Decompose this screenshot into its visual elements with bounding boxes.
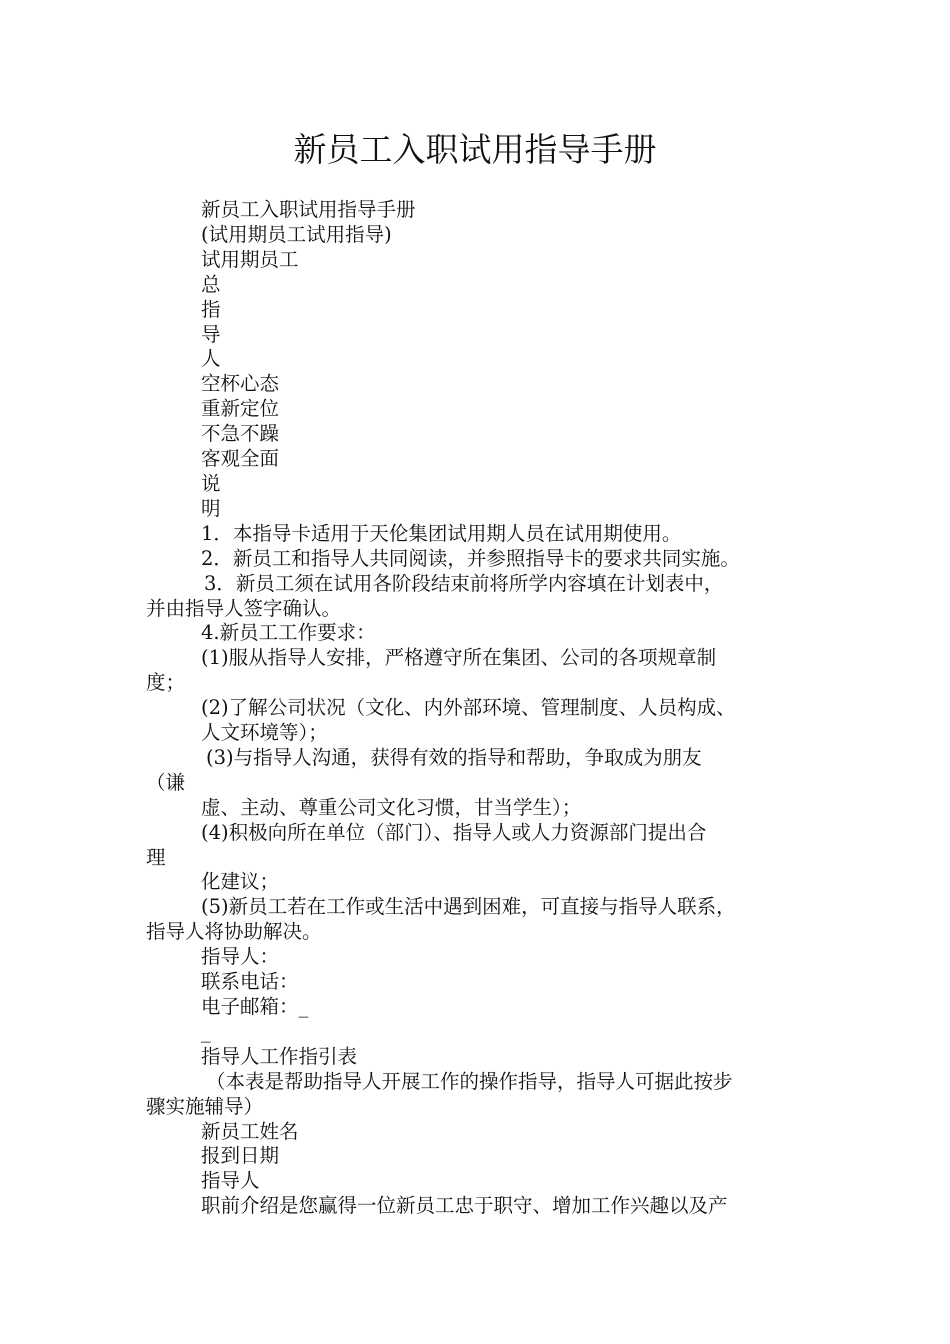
document-title: 新员工入职试用指导手册 bbox=[293, 130, 657, 169]
text-line: 指导人 bbox=[201, 1169, 260, 1193]
text-line: 重新定位 bbox=[201, 397, 280, 421]
text-line: (试用期员工试用指导) bbox=[201, 222, 392, 246]
text-line: (1)服从指导人安排，严格遵守所在集团、公司的各项规章制 bbox=[201, 646, 717, 670]
text-line: 1．本指导卡适用于天伦集团试用期人员在试用期使用。 bbox=[201, 521, 682, 545]
text-line: 骤实施辅导） bbox=[146, 1094, 264, 1118]
text-line: 指导人将协助解决。 bbox=[146, 920, 322, 944]
text-line: 报到日期 bbox=[201, 1144, 280, 1168]
text-line: 虚、主动、尊重公司文化习惯，甘当学生）； bbox=[201, 795, 582, 819]
text-line: 人文环境等）； bbox=[201, 721, 328, 745]
text-line: 人 bbox=[201, 347, 221, 371]
text-line: 2．新员工和指导人共同阅读，并参照指导卡的要求共同实施。 bbox=[201, 546, 740, 570]
text-line: （谦 bbox=[146, 770, 186, 794]
text-line: 度； bbox=[146, 671, 186, 695]
text-line: 指导人： bbox=[201, 945, 280, 969]
text-line: 联系电话： bbox=[201, 970, 299, 994]
text-line: 试用期员工 bbox=[201, 247, 299, 271]
text-line: 导 bbox=[201, 322, 221, 346]
text-line: 空杯心态 bbox=[201, 372, 280, 396]
text-line: 总 bbox=[201, 272, 221, 296]
text-line: （本表是帮助指导人开展工作的操作指导，指导人可据此按步 bbox=[206, 1069, 733, 1093]
text-line: _ bbox=[201, 1019, 211, 1043]
text-line: 新员工入职试用指导手册 bbox=[201, 198, 416, 221]
text-line: 化建议； bbox=[201, 870, 280, 894]
text-line: 新员工姓名 bbox=[201, 1119, 299, 1143]
text-line: 指导人工作指引表 bbox=[201, 1044, 358, 1068]
text-line: 电子邮箱：_ bbox=[201, 995, 309, 1018]
text-line: (5)新员工若在工作或生活中遇到困难，可直接与指导人联系， bbox=[201, 895, 736, 919]
text-line: 职前介绍是您赢得一位新员工忠于职守、增加工作兴趣以及产 bbox=[201, 1194, 728, 1218]
text-line: (4)积极向所在单位（部门）、指导人或人力资源部门提出合 bbox=[201, 820, 707, 844]
text-line: 指 bbox=[201, 297, 221, 321]
text-line: 3．新员工须在试用各阶段结束前将所学内容填在计划表中， bbox=[204, 571, 724, 595]
text-line: 明 bbox=[201, 496, 221, 520]
text-line: (2)了解公司状况（文化、内外部环境、管理制度、人员构成、 bbox=[201, 696, 736, 720]
text-line: 4.新员工工作要求： bbox=[201, 621, 376, 645]
text-line: 理 bbox=[146, 845, 166, 869]
text-line: 客观全面 bbox=[201, 447, 280, 471]
text-line: 说 bbox=[201, 471, 221, 495]
text-line: 不急不躁 bbox=[201, 422, 280, 446]
text-line: (3)与指导人沟通，获得有效的指导和帮助，争取成为朋友 bbox=[206, 745, 702, 769]
text-line: 并由指导人签字确认。 bbox=[146, 596, 342, 620]
document-body bbox=[146, 198, 826, 1219]
